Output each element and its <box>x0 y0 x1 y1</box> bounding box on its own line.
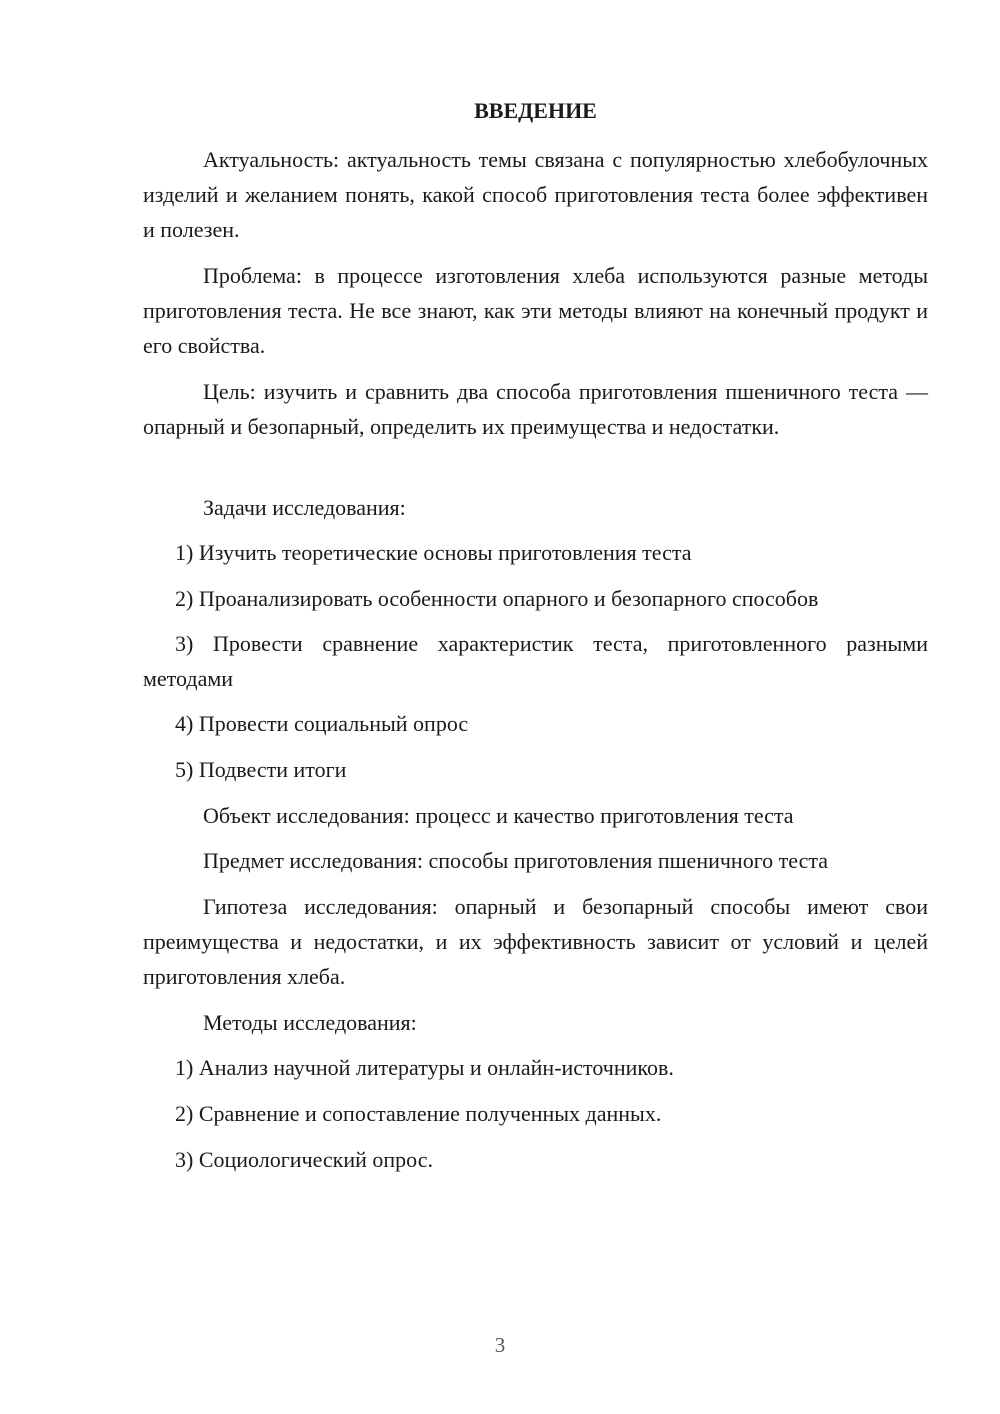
section-title: ВВЕДЕНИЕ <box>474 98 597 123</box>
relevance-paragraph: Актуальность: актуальность темы связана с популярностью хлебобулочных изделий и желанием понять, какой способ приготовления теста более эффективен и полезен. <box>143 147 928 242</box>
task-item-4: 4) Провести социальный опрос <box>175 711 469 736</box>
object-paragraph: Объект исследования: процесс и качество приготовления теста <box>203 803 794 828</box>
task-item-3: 3) Провести сравнение характеристик теста, приготовленного разными методами <box>143 631 928 691</box>
goal-paragraph: Цель: изучить и сравнить два способа приготовления пшеничного теста — опарный и безопарный, определить их преимущества и недостатки. <box>143 379 928 439</box>
subject-paragraph: Предмет исследования: способы приготовления пшеничного теста <box>203 848 829 873</box>
task-item-2: 2) Проанализировать особенности опарного и безопарного способов <box>175 586 819 611</box>
method-item-3: 3) Социологический опрос. <box>175 1147 433 1172</box>
method-item-1: 1) Анализ научной литературы и онлайн-источников. <box>175 1055 674 1080</box>
task-item-1: 1) Изучить теоретические основы приготовления теста <box>175 540 692 565</box>
methods-heading: Методы исследования: <box>203 1010 417 1035</box>
tasks-heading: Задачи исследования: <box>203 495 406 520</box>
page-number: 3 <box>494 1333 506 1357</box>
task-item-5: 5) Подвести итоги <box>175 757 347 782</box>
hypothesis-paragraph: Гипотеза исследования: опарный и безопарный способы имеют свои преимущества и недостатки, и их эффективность зависит от условий и целей приготовления хлеба. <box>143 894 928 989</box>
method-item-2: 2) Сравнение и сопоставление полученных данных. <box>175 1101 662 1126</box>
problem-paragraph: Проблема: в процессе изготовления хлеба используются разные методы приготовления теста. Не все знают, как эти методы влияют на конечный продукт и его свойства. <box>143 263 928 358</box>
